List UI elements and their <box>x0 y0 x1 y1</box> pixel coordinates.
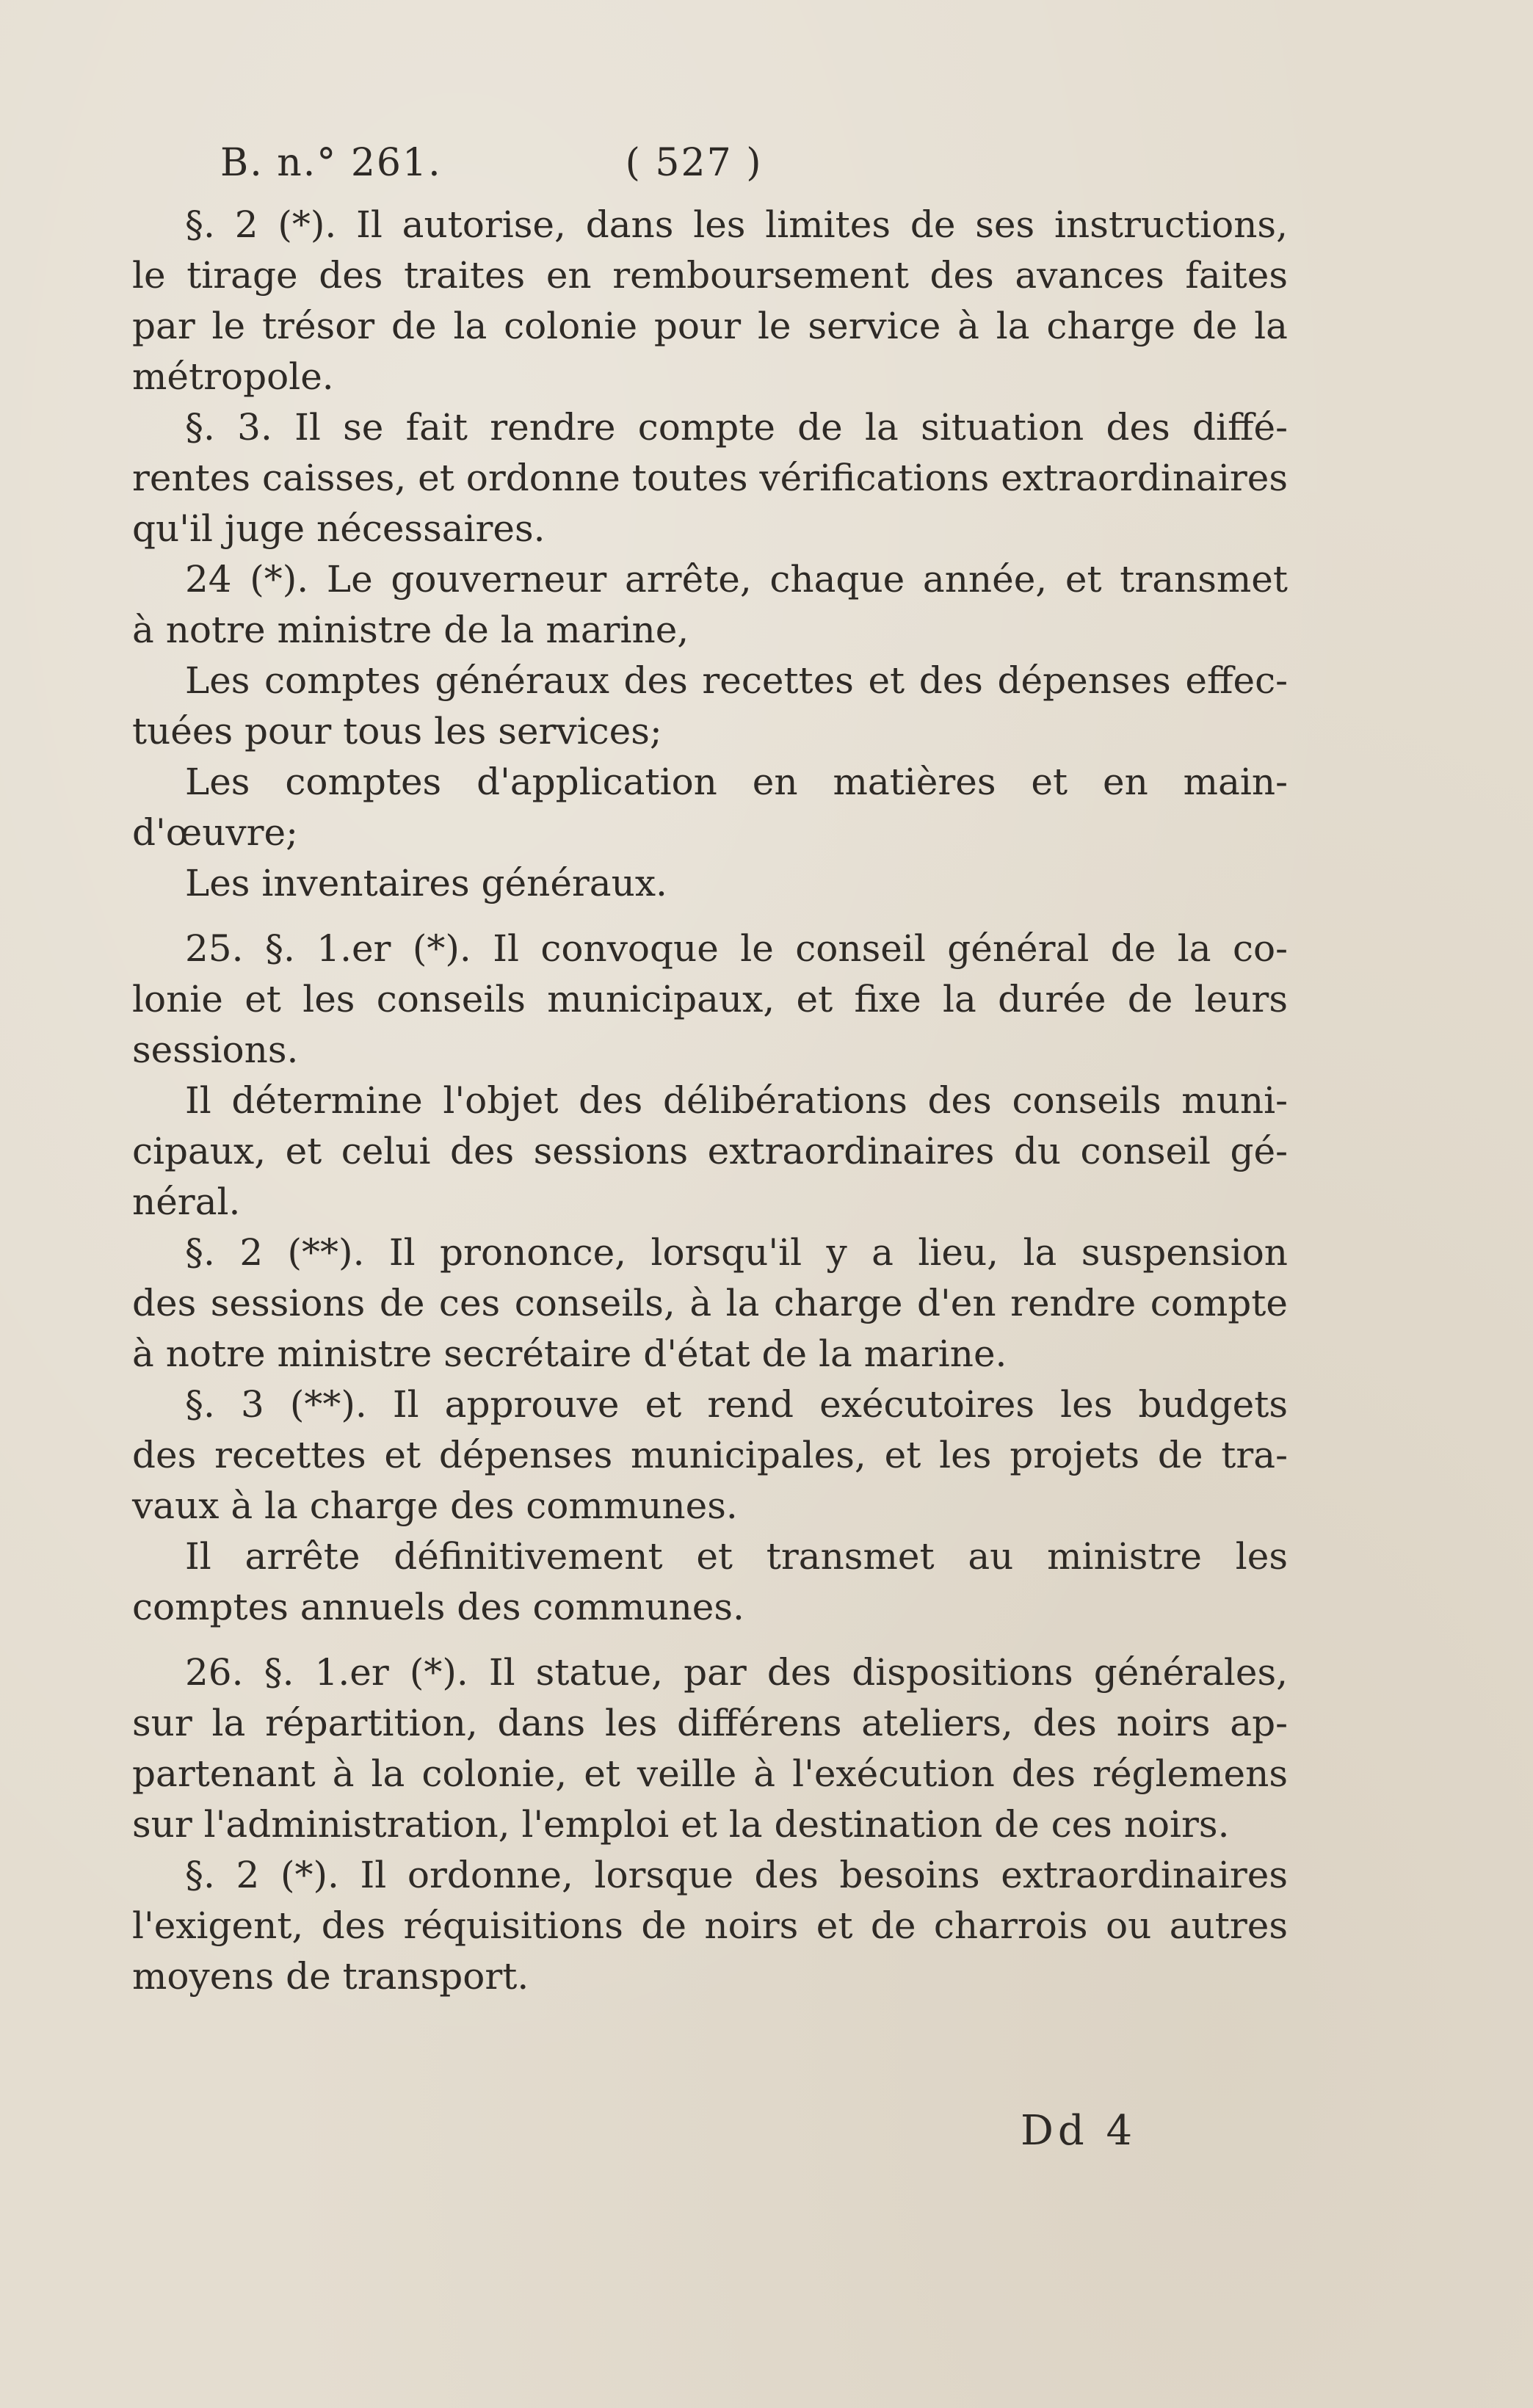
text-line: des recettes et dépenses municipales, et les projets de tra- <box>132 1434 1288 1476</box>
text-line: lonie et les conseils municipaux, et fixe la durée de leurs <box>132 978 1288 1020</box>
text-line: l'exigent, des réquisitions de noirs et de charrois ou autres <box>132 1904 1288 1947</box>
text-line: le tirage des traites en remboursement des avances faites <box>132 254 1288 297</box>
text-line: sur la répartition, dans les différens ateliers, des noirs ap- <box>132 1702 1288 1744</box>
text-line: moyens de transport. <box>132 1955 529 1998</box>
text-line: comptes annuels des communes. <box>132 1586 744 1628</box>
text-line: Les comptes d'application en matières et en main- <box>185 761 1288 803</box>
paragraph-gap <box>132 1633 1288 1647</box>
paragraph-gap <box>132 909 1288 924</box>
text-line: Il détermine l'objet des délibérations des conseils muni- <box>185 1079 1288 1122</box>
page-number: ( 527 ) <box>625 141 763 185</box>
text-line: §. 3. Il se fait rendre compte de la situation des diffé- <box>185 406 1288 449</box>
text-line: §. 2 (**). Il prononce, lorsqu'il y a lieu, la suspension <box>185 1231 1288 1274</box>
text-line: Les comptes généraux des recettes et des dépenses effec- <box>185 659 1288 702</box>
bulletin-number: B. n.° 261. <box>220 141 442 185</box>
text-line: Les inventaires généraux. <box>185 862 667 904</box>
text-line: 25. §. 1.er (*). Il convoque le conseil général de la co- <box>185 927 1288 970</box>
text-line: néral. <box>132 1181 241 1223</box>
text-line: à notre ministre secrétaire d'état de la marine. <box>132 1332 1007 1375</box>
text-line: des sessions de ces conseils, à la charge d'en rendre compte <box>132 1282 1288 1324</box>
text-line: qu'il juge nécessaires. <box>132 507 546 550</box>
text-line: §. 3 (**). Il approuve et rend exécutoires les budgets <box>185 1383 1288 1426</box>
text-line: métropole. <box>132 355 334 398</box>
text-line: sur l'administration, l'emploi et la destination de ces noirs. <box>132 1803 1230 1846</box>
text-line: Il arrête définitivement et transmet au ministre les <box>185 1535 1288 1578</box>
text-line: vaux à la charge des communes. <box>132 1484 738 1527</box>
body-text <box>132 200 1288 2002</box>
text-line: rentes caisses, et ordonne toutes vérifications extraordinaires <box>132 457 1288 499</box>
text-line: §. 2 (*). Il autorise, dans les limites de ses instructions, <box>185 203 1288 246</box>
running-head <box>220 139 763 186</box>
text-line: 26. §. 1.er (*). Il statue, par des dispositions générales, <box>185 1651 1288 1694</box>
text-line: §. 2 (*). Il ordonne, lorsque des besoins extraordinaires <box>185 1854 1288 1896</box>
text-line: 24 (*). Le gouverneur arrête, chaque année, et transmet <box>185 558 1288 601</box>
text-line: d'œuvre; <box>132 811 298 854</box>
text-line: partenant à la colonie, et veille à l'exécution des réglemens <box>132 1752 1288 1795</box>
text-line: à notre ministre de la marine, <box>132 609 689 651</box>
text-line: par le trésor de la colonie pour le service à la charge de la <box>132 305 1288 347</box>
signature-mark: Dd 4 <box>1021 2107 1137 2155</box>
text-line: tuées pour tous les services; <box>132 710 662 752</box>
text-line: sessions. <box>132 1029 299 1071</box>
text-line: cipaux, et celui des sessions extraordinaires du conseil gé- <box>132 1130 1288 1172</box>
